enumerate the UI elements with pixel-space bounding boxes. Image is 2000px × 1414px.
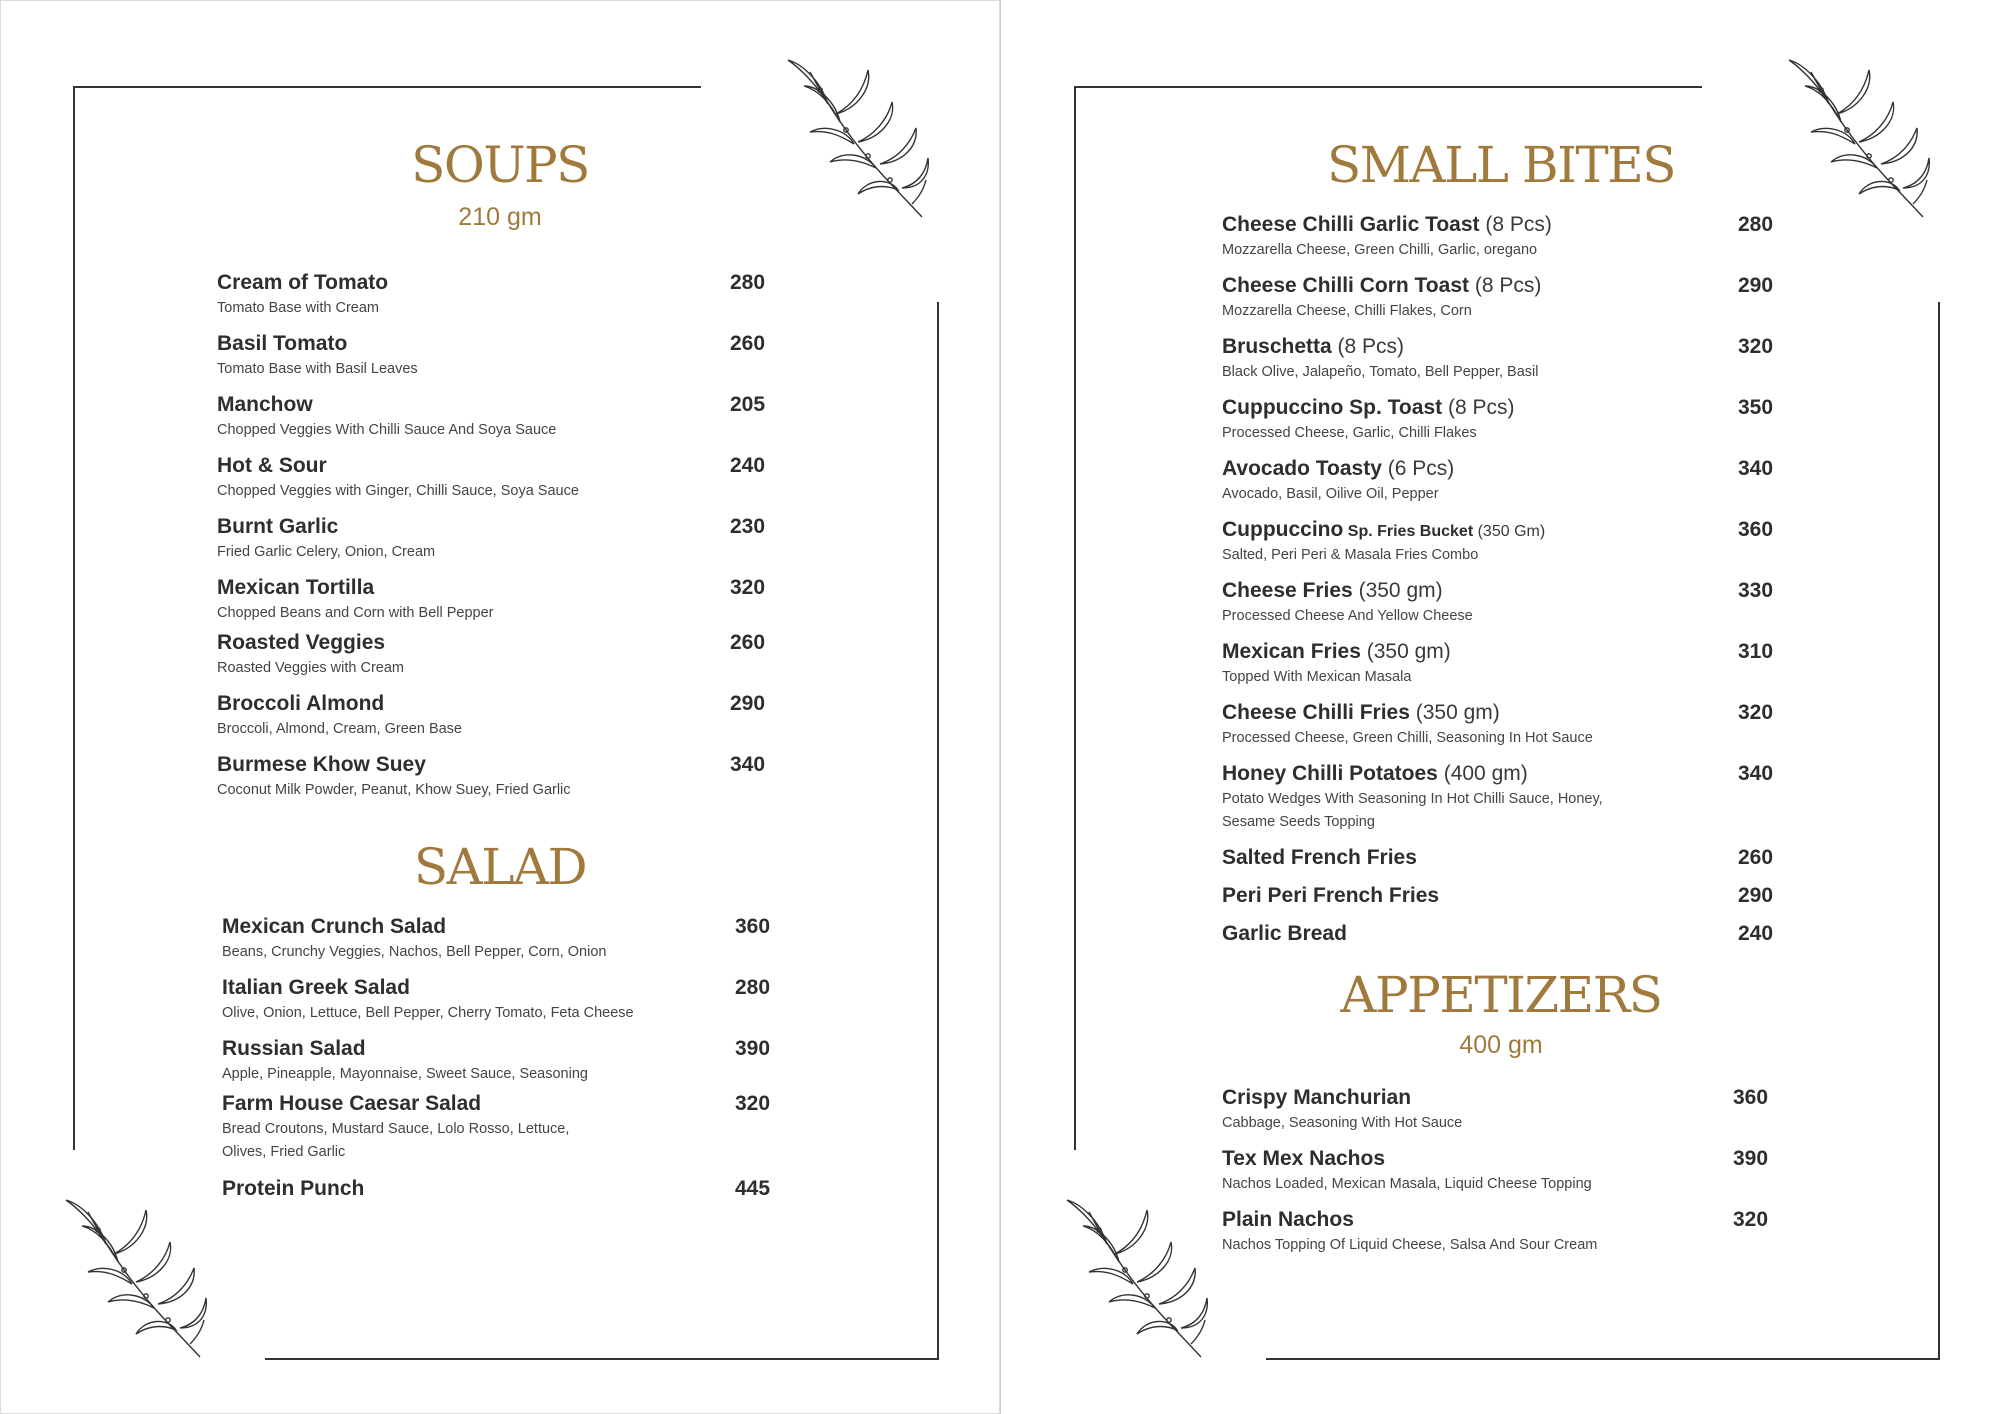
menu-item-title: Plain Nachos — [1222, 1208, 1354, 1231]
menu-item-name — [1222, 761, 1528, 787]
menu-item-name — [1222, 578, 1443, 604]
menu-item-title-extra: Sp. Fries Bucket — [1343, 523, 1474, 540]
menu-item-price: 280 — [1738, 213, 1774, 236]
menu-item-title: Mexican Fries — [1222, 640, 1361, 663]
menu-item-name — [217, 453, 327, 479]
menu-item-price: 320 — [1733, 1208, 1769, 1231]
menu-item-quantity: (6 Pcs) — [1381, 457, 1455, 480]
menu-item-price: 240 — [1738, 922, 1774, 945]
menu-item-price: 320 — [1738, 701, 1774, 724]
frame-top-line — [1074, 86, 1702, 88]
menu-item-description: Chopped Beans and Corn with Bell Pepper — [217, 605, 494, 621]
menu-item-name — [1222, 639, 1451, 665]
menu-item-description: Mozzarella Cheese, Chilli Flakes, Corn — [1222, 303, 1472, 319]
menu-item-description: Chopped Veggies With Chilli Sauce And Soya Sauce — [217, 422, 557, 438]
menu-item-name — [217, 630, 385, 656]
menu-item-name — [217, 331, 347, 357]
menu-item-title: Mexican Crunch Salad — [222, 915, 447, 938]
menu-item-title: Cuppuccino — [1222, 518, 1344, 541]
menu-item-name — [1222, 1085, 1411, 1111]
menu-item-quantity: (400 gm) — [1437, 762, 1528, 785]
menu-item-quantity: (350 Gm) — [1473, 523, 1546, 540]
menu-item-title: Cheese Chilli Garlic Toast — [1222, 213, 1480, 236]
menu-item-name — [1222, 1146, 1385, 1172]
frame-bottom-line — [1266, 1358, 1940, 1360]
menu-item-price: 445 — [735, 1177, 771, 1200]
menu-item-description: Processed Cheese, Garlic, Chilli Flakes — [1222, 425, 1477, 441]
menu-item-title: Peri Peri French Fries — [1222, 884, 1440, 907]
menu-item-quantity: (350 gm) — [1360, 640, 1451, 663]
menu-item-title: Russian Salad — [222, 1037, 366, 1060]
menu-item-name — [222, 975, 410, 1001]
menu-item-name — [217, 392, 313, 418]
right-menu-page — [1000, 0, 2000, 1414]
menu-item-description: Cabbage, Seasoning With Hot Sauce — [1222, 1115, 1463, 1131]
menu-item-name — [217, 514, 338, 540]
menu-item-name — [217, 691, 384, 717]
menu-item-quantity: (8 Pcs) — [1442, 396, 1515, 419]
menu-item-price: 290 — [730, 692, 766, 715]
menu-item-name — [217, 752, 426, 778]
menu-item-quantity: (8 Pcs) — [1331, 335, 1405, 358]
menu-item-price: 260 — [730, 631, 766, 654]
menu-item-description: Mozzarella Cheese, Green Chilli, Garlic, oregano — [1222, 242, 1538, 258]
menu-item-description: Processed Cheese And Yellow Cheese — [1222, 608, 1473, 624]
menu-item-title: Bruschetta — [1222, 335, 1332, 358]
menu-item-name — [217, 575, 374, 601]
menu-item-title: Protein Punch — [222, 1177, 365, 1200]
menu-item-title: Italian Greek Salad — [222, 976, 410, 999]
menu-item-price: 290 — [1738, 884, 1774, 907]
menu-item-title: Cream of Tomato — [217, 271, 389, 294]
menu-item-price: 260 — [1738, 846, 1774, 869]
menu-item-title: Honey Chilli Potatoes — [1222, 762, 1438, 785]
menu-item-title: Burnt Garlic — [217, 515, 339, 538]
menu-item-name — [1222, 921, 1347, 947]
menu-item-price: 390 — [735, 1037, 771, 1060]
frame-bottom-line — [265, 1358, 939, 1360]
small-bites-title: SMALL BITES — [1327, 136, 1675, 194]
menu-item-price: 230 — [730, 515, 766, 538]
menu-item-description: Potato Wedges With Seasoning In Hot Chilli Sauce, Honey, Sesame Seeds Topping — [1222, 791, 1603, 830]
menu-item-name — [222, 914, 446, 940]
menu-item-description: Broccoli, Almond, Cream, Green Base — [217, 721, 462, 737]
menu-item-description: Tomato Base with Cream — [217, 300, 379, 316]
leaf-sprig-icon — [58, 1192, 208, 1362]
menu-item-description: Avocado, Basil, Oilive Oil, Pepper — [1222, 486, 1439, 502]
menu-item-price: 350 — [1738, 396, 1774, 419]
menu-item-title: Crispy Manchurian — [1222, 1086, 1412, 1109]
menu-item-title: Cheese Chilli Fries — [1222, 701, 1410, 724]
menu-item-price: 260 — [730, 332, 766, 355]
menu-item-description: Processed Cheese, Green Chilli, Seasoning In Hot Sauce — [1222, 730, 1593, 746]
menu-item-name — [222, 1176, 364, 1202]
menu-item-price: 240 — [730, 454, 766, 477]
menu-item-description: Nachos Topping Of Liquid Cheese, Salsa And Sour Cream — [1222, 1237, 1598, 1253]
menu-item-quantity: (350 gm) — [1409, 701, 1500, 724]
menu-item-description: Topped With Mexican Masala — [1222, 669, 1412, 685]
menu-item-price: 340 — [1738, 762, 1774, 785]
menu-item-title: Cheese Chilli Corn Toast — [1222, 274, 1469, 297]
menu-item-title: Roasted Veggies — [217, 631, 386, 654]
menu-item-price: 290 — [1738, 274, 1774, 297]
menu-item-title: Salted French Fries — [1222, 846, 1417, 869]
leaf-sprig-icon — [1059, 1192, 1209, 1362]
menu-item-title: Manchow — [217, 393, 313, 416]
menu-item-price: 360 — [1738, 518, 1774, 541]
menu-item-price: 320 — [1738, 335, 1774, 358]
menu-item-name — [1222, 212, 1552, 238]
leaf-sprig-icon — [780, 52, 930, 222]
leaf-sprig-icon — [1781, 52, 1931, 222]
menu-item-title: Farm House Caesar Salad — [222, 1092, 482, 1115]
menu-item-title: Hot & Sour — [217, 454, 327, 477]
menu-item-price: 330 — [1738, 579, 1774, 602]
menu-item-description: Chopped Veggies with Ginger, Chilli Sauce, Soya Sauce — [217, 483, 579, 499]
menu-item-quantity: (8 Pcs) — [1479, 213, 1552, 236]
menu-item-description: Apple, Pineapple, Mayonnaise, Sweet Sauce, Seasoning — [222, 1066, 588, 1082]
menu-item-name — [1222, 273, 1541, 299]
menu-item-title: Cuppuccino Sp. Toast — [1222, 396, 1443, 419]
menu-item-price: 280 — [735, 976, 771, 999]
menu-item-description: Beans, Crunchy Veggies, Nachos, Bell Pepper, Corn, Onion — [222, 944, 607, 960]
menu-item-price: 320 — [730, 576, 766, 599]
menu-item-name — [1222, 700, 1500, 726]
appetizers-title: APPETIZERS — [1340, 966, 1662, 1024]
menu-item-name — [1222, 395, 1514, 421]
menu-item-description: Bread Croutons, Mustard Sauce, Lolo Rosso, Lettuce, Olives, Fried Garlic — [222, 1121, 570, 1160]
menu-item-description: Coconut Milk Powder, Peanut, Khow Suey, Fried Garlic — [217, 782, 571, 798]
menu-item-name — [1222, 334, 1404, 360]
menu-item-name — [1222, 883, 1439, 909]
menu-item-title: Avocado Toasty — [1222, 457, 1382, 480]
menu-item-price: 280 — [730, 271, 766, 294]
menu-item-name — [222, 1091, 481, 1117]
menu-item-title: Garlic Bread — [1222, 922, 1347, 945]
menu-item-name — [1222, 456, 1454, 482]
menu-item-description: Nachos Loaded, Mexican Masala, Liquid Cheese Topping — [1222, 1176, 1592, 1192]
soups-subtitle: 210 gm — [458, 203, 542, 231]
menu-item-price: 340 — [730, 753, 766, 776]
salad-title: SALAD — [413, 838, 587, 896]
menu-item-name — [222, 1036, 366, 1062]
menu-item-name — [1222, 1207, 1354, 1233]
menu-item-description: Roasted Veggies with Cream — [217, 660, 404, 676]
menu-item-description: Black Olive, Jalapeño, Tomato, Bell Pepper, Basil — [1222, 364, 1539, 380]
menu-item-title: Basil Tomato — [217, 332, 348, 355]
menu-item-price: 320 — [735, 1092, 771, 1115]
appetizers-subtitle: 400 gm — [1459, 1031, 1543, 1059]
menu-item-price: 360 — [1733, 1086, 1769, 1109]
menu-item-title: Burmese Khow Suey — [217, 753, 426, 776]
soups-title: SOUPS — [411, 136, 589, 194]
menu-item-quantity: (350 gm) — [1352, 579, 1443, 602]
menu-item-title: Mexican Tortilla — [217, 576, 375, 599]
menu-item-price: 360 — [735, 915, 771, 938]
frame-top-line — [73, 86, 701, 88]
menu-item-price: 205 — [730, 393, 766, 416]
frame-left-line — [73, 86, 75, 1150]
menu-item-name — [1222, 517, 1545, 545]
menu-item-description: Salted, Peri Peri & Masala Fries Combo — [1222, 547, 1479, 563]
menu-item-price: 390 — [1733, 1147, 1769, 1170]
menu-item-title: Tex Mex Nachos — [1222, 1147, 1386, 1170]
menu-item-title: Cheese Fries — [1222, 579, 1353, 602]
menu-item-price: 340 — [1738, 457, 1774, 480]
frame-right-line — [1938, 302, 1940, 1360]
menu-item-name — [1222, 845, 1417, 871]
frame-right-line — [937, 302, 939, 1360]
menu-item-description: Olive, Onion, Lettuce, Bell Pepper, Cherry Tomato, Feta Cheese — [222, 1005, 634, 1021]
menu-item-title: Broccoli Almond — [217, 692, 385, 715]
menu-item-quantity: (8 Pcs) — [1469, 274, 1542, 297]
frame-left-line — [1074, 86, 1076, 1150]
menu-item-description: Tomato Base with Basil Leaves — [217, 361, 418, 377]
menu-item-price: 310 — [1738, 640, 1774, 663]
menu-item-name — [217, 270, 388, 296]
menu-item-description: Fried Garlic Celery, Onion, Cream — [217, 544, 436, 560]
